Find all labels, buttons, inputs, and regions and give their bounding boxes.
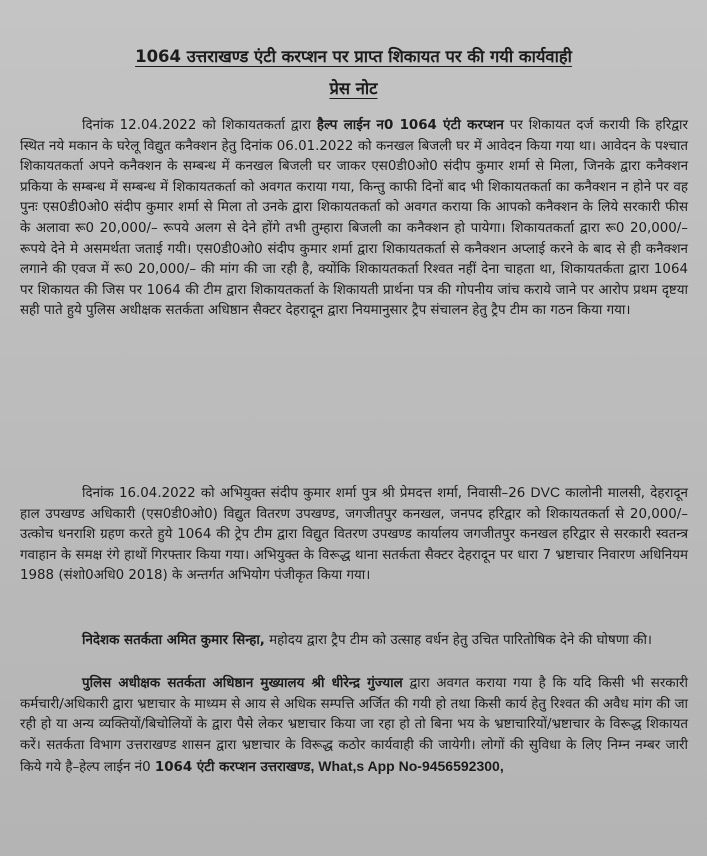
para4-whatsapp: , What,s App No-9456592300, [310, 758, 504, 775]
paragraph-director [20, 631, 688, 652]
para4-helpline: 1064 एंटी करप्शन उत्तराखण्ड [154, 760, 311, 776]
para4-sp-name: पुलिस अधीक्षक सतर्कता अधिष्ठान मुख्यालय श्री धीरेन्द्र गुंज्याल [82, 676, 403, 691]
title-text: 1064 उत्तराखण्ड एंटी करप्शन पर प्राप्त शिकायत पर की गयी कार्यवाही [135, 47, 572, 66]
para2-text-2: कालोनी मालसी, देहरादून हाल उपखण्ड अधिकारी (एस0डी0ओ0) विद्युत वितरण उपखण्ड, जगजीतपुर कनखल, जनपद हरिद्वार को शिकायतकर्ता से 20,000/–उत्कोच धनराशि ग्रहण करते हुये 1064 की ट्रेप टीम द्वारा विद्युत वितरण उपखण्ड कार्यालय जगजीतपुर कनखल हरिद्वार से सरकारी स्वतन्त्र गवाहान के समक्ष रंगे हाथों गिरफ्तार किया गया। अभियुक्त के विरूद्ध थाना सतर्कता सैक्टर देहरादून पर धारा 7 भ्रष्टाचार निवारण अधिनियम 1988 (संशो0अधि0 2018) के अन्तर्गत अभियोग पंजीकृत किया गया। [20, 486, 688, 584]
para1-helpline: हैल्प लाईन न0 1064 एंटी करप्शन [316, 118, 504, 133]
para2-dvc: DVC [530, 484, 561, 500]
paragraph-arrest [20, 482, 688, 587]
paragraph-complaint [20, 116, 688, 322]
para1-text-2: पर शिकायत दर्ज करायी कि हरिद्वार स्थित नये मकान के घरेलू विद्युत कनैक्शन हेतु दिनांक 06.01.2022 को कनखल बिजली घर में आवेदन किया गया था। आवेदन के पश्चात शिकायतकर्ता अपने कनैक्शन के सम्बन्ध में कनखल बिजली घर जाकर एस0डी0ओ0 संदीप कुमार शर्मा से मिला, जिनके द्वारा कनैक्शन प्रकिया के सम्बन्ध में सम्बन्ध में शिकायतकर्ता को अवगत कराया गया, किन्तु काफी दिनों बाद भी शिकायतकर्ता का कनैक्शन न होने पर वह पुनः एस0डी0ओ0 संदीप कुमार शर्मा से मिला तो उनके द्वारा शिकायतकर्ता को अवगत कराया कि आपको कनैक्शन के लिये सरकारी फीस के अलावा रू0 20,000/– रूपये अलग से देने होंगे तभी तुम्हारा बिजली का कनैक्शन हो पायेगा। शिकायतकर्ता द्वारा रू0 20,000/– रूपये देने मे असमर्थता जताई गयी। एस0डी0ओ0 संदीप कुमार शर्मा द्वारा शिकायतकर्ता से कनैक्शन अप्लाई करने के बाद से ही कनैक्शन लगाने की एवज में रू0 20,000/– की मांग की जा रही है, क्योंकि शिकायतकर्ता रिश्वत नहीं देना चाहता था, शिकायतर्कता द्वारा 1064 पर शिकायत की जिस पर 1064 की टीम द्वारा शिकायतकर्ता के शिकायती प्रार्थना पत्र की गोपनीय जांच कराये जाने पर आरोप प्रथम दृष्टया सही पाते हुये पुलिस अधीक्षक सतर्कता अधिष्ठान सैक्टर देहरादून द्वारा नियमानुसार ट्रैप संचालन हेतु ट्रैप टीम का गठन किया गया। [20, 118, 688, 319]
paragraph-appeal [20, 674, 688, 779]
para1-text-1: दिनांक 12.04.2022 को शिकायतकर्ता द्वारा [82, 118, 317, 133]
page-title [0, 44, 707, 67]
para3-text: महोदय द्वारा ट्रैप टीम को उत्साह वर्धन हेतु उचित पारितोषिक देने की घोषणा की। [264, 633, 652, 648]
para3-director-name: निदेशक सतर्कता अमित कुमार सिन्हा, [82, 633, 265, 648]
para2-text-1: दिनांक 16.04.2022 को अभियुक्त संदीप कुमार शर्मा पुत्र श्री प्रेमदत्त शर्मा, निवासी–26 [82, 486, 531, 501]
para4-text: द्वारा अवगत कराया गया है कि यदि किसी भी सरकारी कर्मचारी/अधिकारी द्वारा भ्रष्टाचार के माध्यम से आय से अधिक सम्पत्ति अर्जित की गयी हो तथा किसी कार्य हेतु रिश्वत की अवैध मांग की जा रही हो या अन्य व्यक्तियों/बिचोलियों के द्वारा पैसे लेकर भ्रष्टाचार किया जा रहा हो तो बिना भय के भ्रष्टाचारियों/भ्रष्टाचार के विरूद्ध शिकायत करें। सतर्कता विभाग उत्तराखण्ड शासन द्वारा भ्रष्टाचार के विरूद्ध कठोर कार्यवाही की जायेगी। लोगों की सुविधा के लिए निम्न नम्बर जारी किये गये है–हेल्प लाईन नं0 [20, 676, 688, 776]
subtitle-text: प्रेस नोट [329, 79, 378, 98]
page-subtitle [0, 76, 707, 99]
